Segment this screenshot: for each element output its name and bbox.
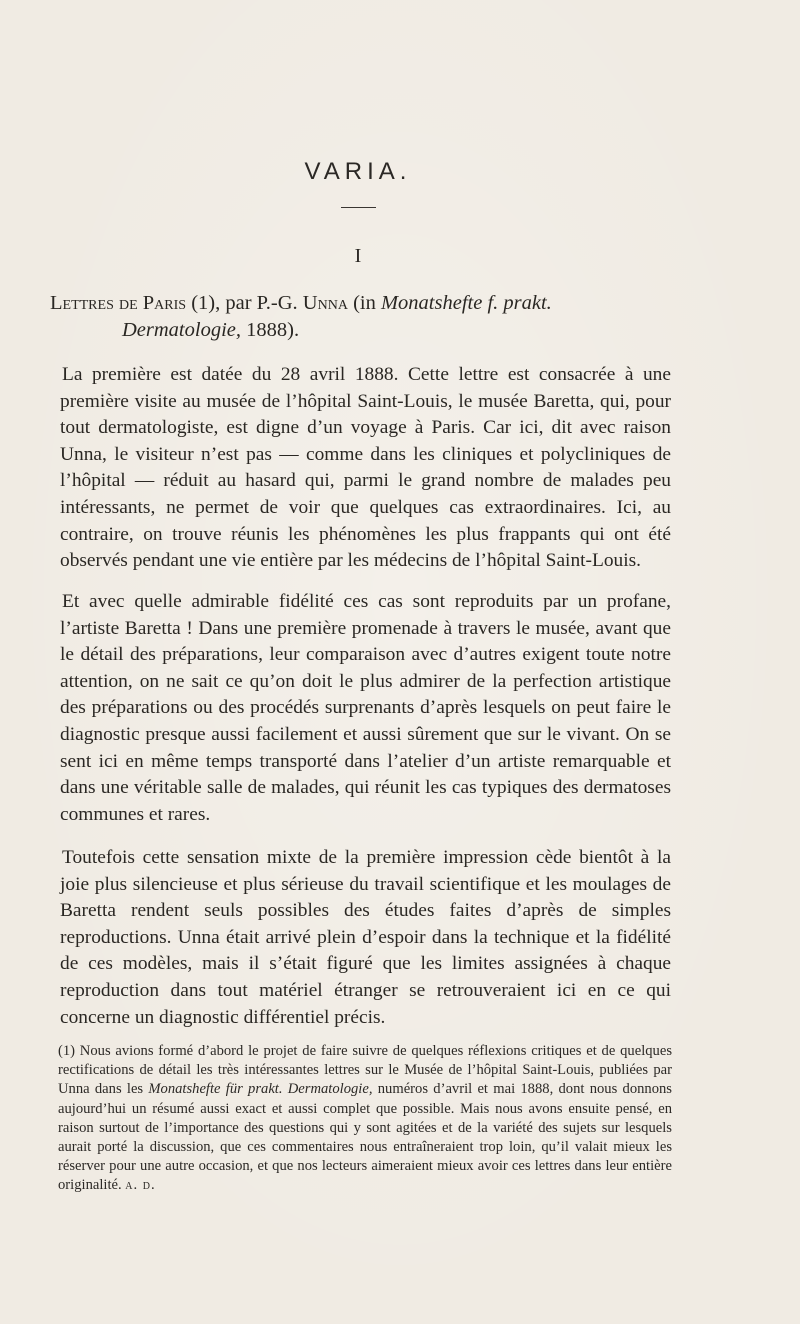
heading-author: P.-G. Unna xyxy=(256,292,348,314)
footnote-journal: Monatshefte für prakt. Dermatologie, xyxy=(148,1081,373,1098)
heading-year: 1888). xyxy=(241,319,300,341)
heading-journal-part1: Monatshefte f. prakt. xyxy=(380,292,552,314)
page-title: VARIA. xyxy=(304,158,412,185)
footnote-text-a: (1) Nous avions formé d’abord le projet de faire suivre de quelques réflexions critiques et de quelques rectifications de détail les très intéressantes lettres sur le Musée de l’hôpital Saint-Louis, publiées par Unna dans les xyxy=(58,1043,672,1098)
footnote-text-b: numéros d’avril et mai 1888, dont nous donnons aujourd’hui un résumé aussi exact et aussi complet que possible. Mais nous avons ensuite pensé, en raison surtout de l’importance des questions qui y sont agitées et de la variété des sujets sur lesquels aurait porté la discussion, que ces commentaires nous entraîneraient trop loin, qu’il valait mieux les réserver pour une autre occasion, et que nos lecteurs aimeraient mieux avoir ces lettres dans leur entière originalité. xyxy=(58,1081,672,1194)
footnote xyxy=(58,1042,672,1196)
section-number: I xyxy=(354,245,362,267)
heading-in: (in xyxy=(347,292,381,314)
heading-note-ref: (1), par xyxy=(186,292,257,314)
body-paragraph-2: Et avec quelle admirable fidélité ces cas sont reproduits par un profane, l’artiste Baretta ! Dans une première promenade à travers le musée, avant que le détail des préparations, leur comparaison avec d’autres exigent toute notre attention, on ne sait ce qu’on doit le plus admirer de la perfection artistique des préparations ou des procédés surprenants d’après lesquels on peut faire le diagnostic presque aussi facilement et aussi sûrement que sur le vivant. On se sent ici en même temps transporté dans l’atelier d’un artiste remarquable et dans une véritable salle de malades, qui réunit les cas typiques des dermatoses communes et rares. xyxy=(60,591,671,825)
heading-line-2 xyxy=(50,317,690,344)
heading-line-1 xyxy=(50,290,690,317)
footnote-signature: a. d. xyxy=(125,1177,156,1194)
heading-series-title: Lettres de Paris xyxy=(50,292,187,314)
title-rule xyxy=(341,207,376,208)
heading-journal-part2: Dermatologie, xyxy=(122,319,241,341)
article-heading xyxy=(50,290,690,344)
body-paragraph-1: La première est datée du 28 avril 1888. Cette lettre est consacrée à une première visite au musée de l’hôpital Saint-Louis, le musée Baretta, qui, pour tout dermatologiste, est digne d’un voyage à Paris. Car ici, dit avec raison Unna, le visiteur n’est pas — comme dans les cliniques et polycliniques de l’hôpital — réduit au hasard qui, parmi le grand nombre de malades peu intéressants, ne permet de voir que quelques cas extraordinaires. Ici, au contraire, on trouve réunis les phénomènes les plus frappants qui ont été observés pendant une vie entière par les médecins de l’hôpital Saint-Louis. xyxy=(60,364,671,572)
body-paragraph-3: Toutefois cette sensation mixte de la première impression cède bientôt à la joie plus silencieuse et plus sérieuse du travail scientifique et les moulages de Baretta rendent seuls possibles des études faites d’après de simples reproductions. Unna était arrivé plein d’espoir dans la technique et la fidélité de ces modèles, mais il s’était figuré que les limites assignées à chaque reproduction dans tout matériel étranger se retrouveraient ici en ce qui concerne un diagnostic différentiel précis. xyxy=(60,847,671,1028)
